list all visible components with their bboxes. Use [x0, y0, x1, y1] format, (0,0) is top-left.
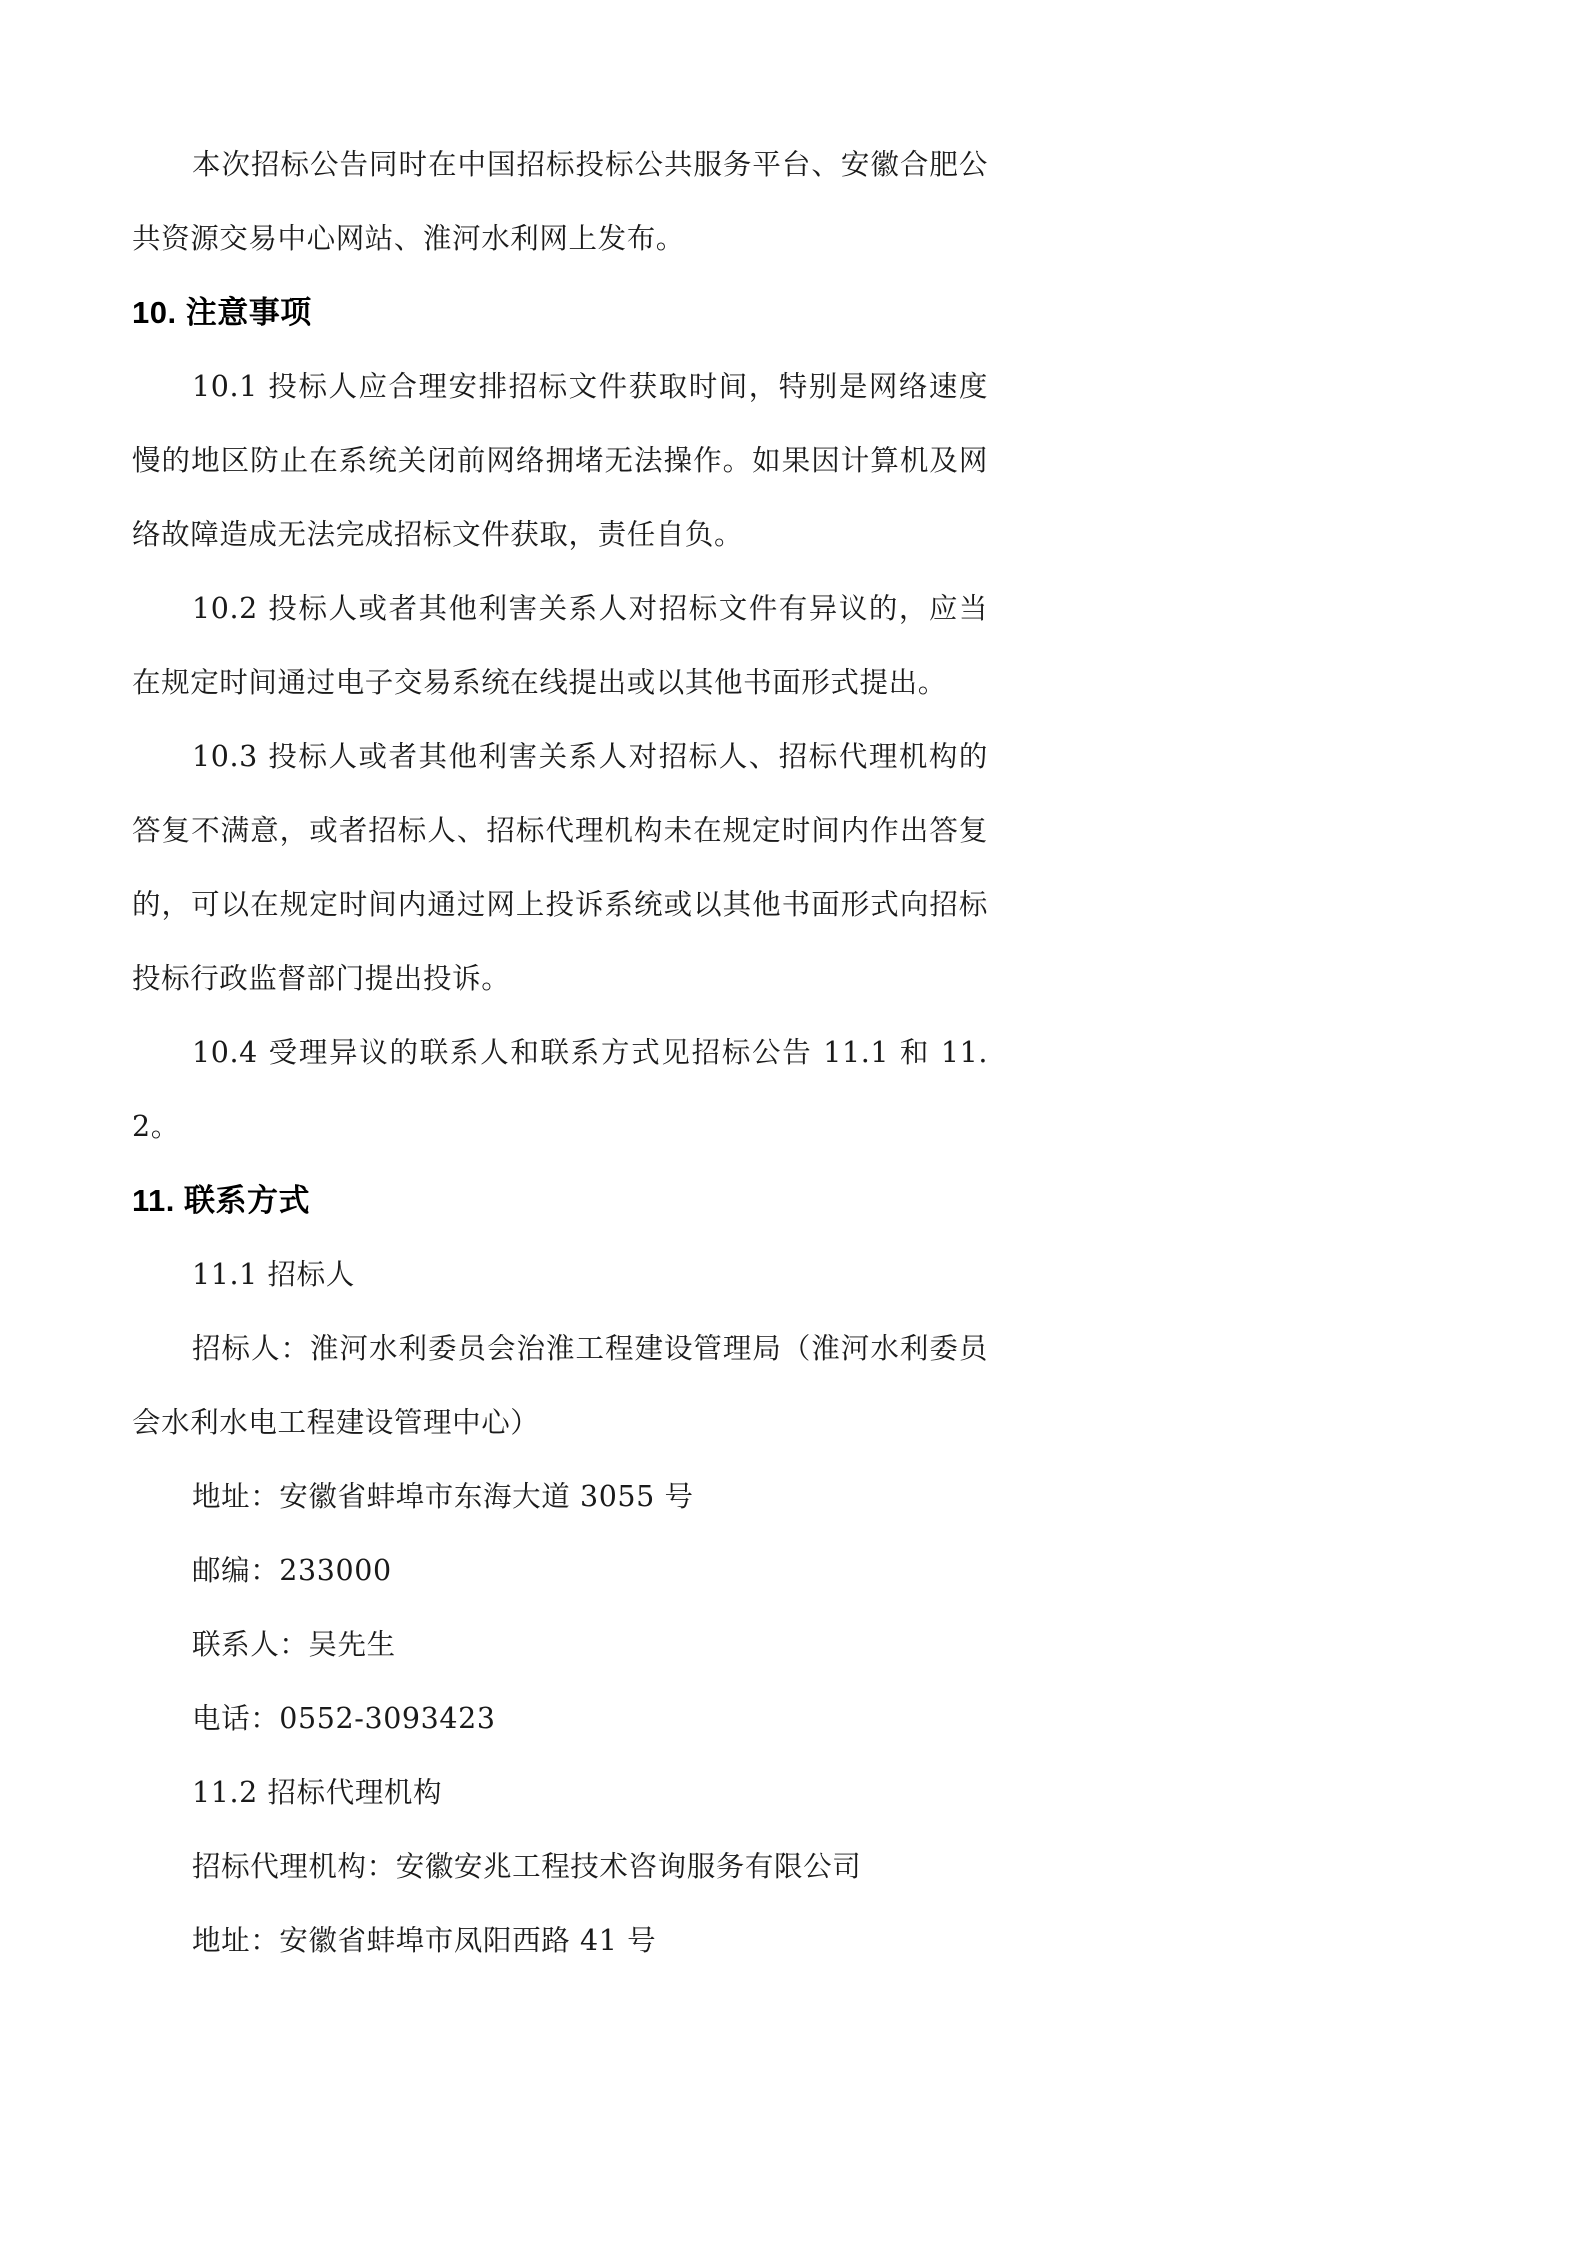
tenderer-address-line: 地址：安徽省蚌埠市东海大道 3055 号: [192, 1480, 694, 1513]
clause-10-2: 10.2 投标人或者其他利害关系人对招标文件有异议的，应当在规定时间通过电子交易系统在线提出或以其他书面形式提出。: [132, 592, 988, 699]
subsection-title-11-1: 11.1 招标人: [192, 1258, 355, 1291]
clause-10-1: 10.1 投标人应合理安排招标文件获取时间，特别是网络速度慢的地区防止在系统关闭前网络拥堵无法操作。如果因计算机及网络故障造成无法完成招标文件获取，责任自负。: [132, 370, 988, 551]
tenderer-postcode-line: 邮编：233000: [192, 1554, 392, 1587]
section-heading-10: 10. 注意事项: [132, 295, 312, 330]
tenderer-phone-line: 电话：0552-3093423: [192, 1702, 496, 1735]
tenderer-contact-person-line: 联系人：吴先生: [192, 1628, 396, 1661]
subsection-title-11-2: 11.2 招标代理机构: [192, 1776, 443, 1809]
clause-10-3: 10.3 投标人或者其他利害关系人对招标人、招标代理机构的答复不满意，或者招标人、招标代理机构未在规定时间内作出答复的，可以在规定时间内通过网上投诉系统或以其他书面形式向招标投标行政监督部门提出投诉。: [132, 740, 988, 995]
page-content: [132, 128, 988, 1978]
clause-10-4: 10.4 受理异议的联系人和联系方式见招标公告 11.1 和 11.2。: [132, 1036, 988, 1143]
tenderer-name-line: 招标人：淮河水利委员会治淮工程建设管理局（淮河水利委员会水利水电工程建设管理中心）: [132, 1332, 988, 1439]
agency-address-line: 地址：安徽省蚌埠市凤阳西路 41 号: [192, 1924, 657, 1957]
section-heading-11: 11. 联系方式: [132, 1183, 310, 1218]
agency-name-line: 招标代理机构：安徽安兆工程技术咨询服务有限公司: [192, 1850, 862, 1883]
intro-paragraph: 本次招标公告同时在中国招标投标公共服务平台、安徽合肥公共资源交易中心网站、淮河水利网上发布。: [132, 148, 988, 255]
